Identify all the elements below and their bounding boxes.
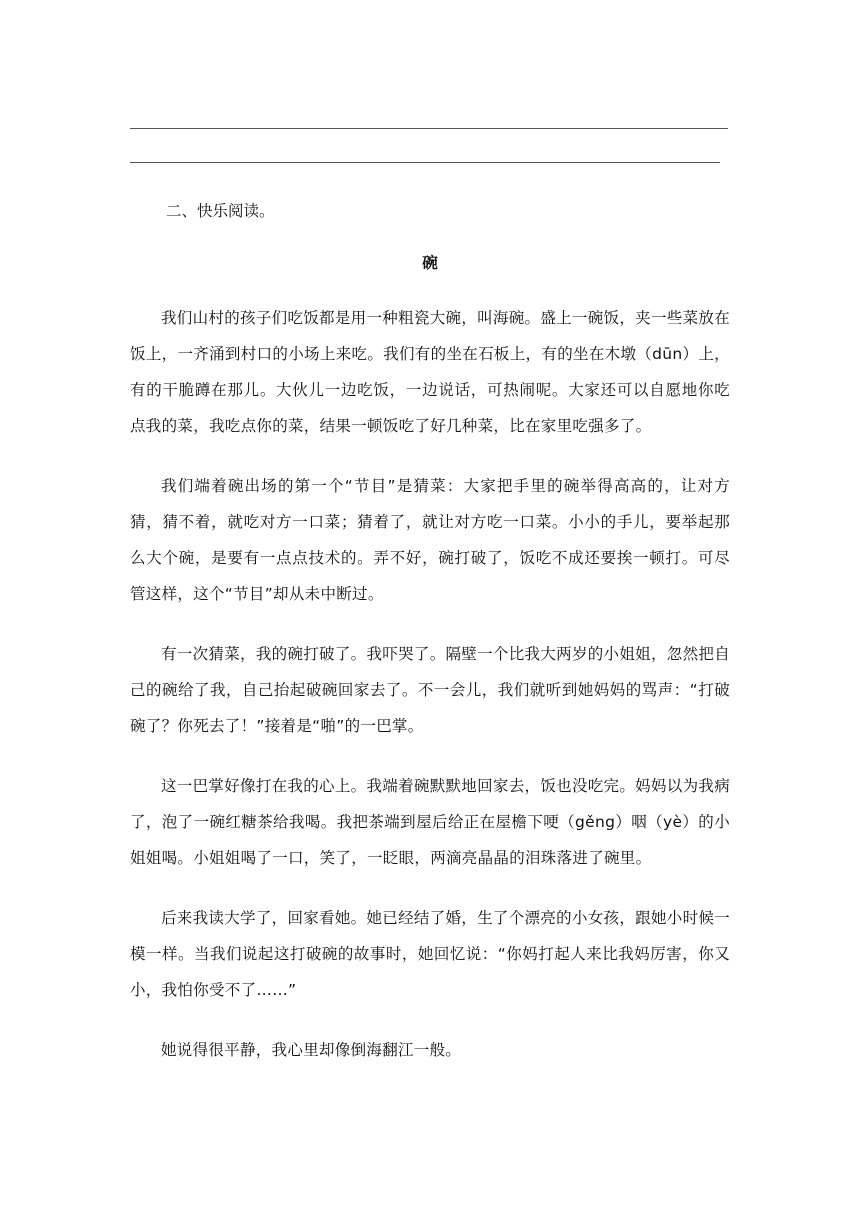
answer-line-1 — [130, 128, 728, 129]
passage-title: 碗 — [422, 254, 438, 272]
paragraph-5: 后来我读大学了，回家看她。她已经结了婚，生了个漂亮的小女孩，跟她小时候一模一样。当我们说起这打破碗的故事时，她回忆说：“你妈打起人来比我妈厉害，你又小，我怕你受不了……” — [130, 909, 730, 999]
reading-passage — [130, 300, 730, 1092]
answer-line-2 — [130, 162, 720, 163]
paragraph-2: 我们端着碗出场的第一个“节目”是猜菜：大家把手里的碗举得高高的，让对方猜，猜不着，就吃对方一口菜；猜着了，就让对方吃一口菜。小小的手儿，要举起那么大个碗，是要有一点点技术的。弄不好，碗打破了，饭吃不成还要挨一顿打。可尽管这样，这个“节目”却从未中断过。 — [130, 477, 730, 603]
section-heading: 二、快乐阅读。 — [166, 202, 275, 220]
paragraph-6: 她说得很平静，我心里却像倒海翻江一般。 — [161, 1041, 462, 1059]
paragraph-4: 这一巴掌好像打在我的心上。我端着碗默默地回家去，饭也没吃完。妈妈以为我病了，泡了一碗红糖茶给我喝。我把茶端到屋后给正在屋檐下哽（gěng）咽（yè）的小姐姐喝。小姐姐喝了一口，笑了，一眨眼，两滴亮晶晶的泪珠落进了碗里。 — [130, 777, 730, 867]
paragraph-1: 我们山村的孩子们吃饭都是用一种粗瓷大碗，叫海碗。盛上一碗饭，夹一些菜放在饭上，一齐涌到村口的小场上来吃。我们有的坐在石板上，有的坐在木墩（dūn）上，有的干脆蹲在那儿。大伙儿一边吃饭，一边说话，可热闹呢。大家还可以自愿地你吃点我的菜，我吃点你的菜，结果一顿饭吃了好几种菜，比在家里吃强多了。 — [130, 309, 730, 435]
paragraph-3: 有一次猜菜，我的碗打破了。我吓哭了。隔壁一个比我大两岁的小姐姐，忽然把自己的碗给了我，自己抬起破碗回家去了。不一会儿，我们就听到她妈妈的骂声：“打破碗了？你死去了！”接着是“啪”的一巴掌。 — [130, 645, 730, 735]
